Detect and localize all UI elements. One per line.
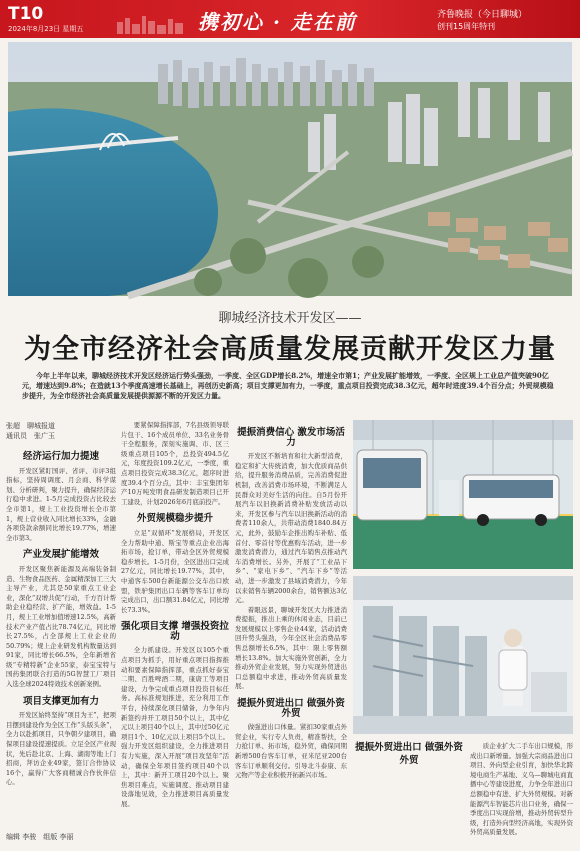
section-heading: 项目支撑更加有力: [22, 695, 99, 707]
section-body: 开发区聚焦新能源及高端装备制造、生物食品医药、金属精深加工三大主导产业，尤其是50家重点工业企业，深化“双增共促”行动，千方百计帮助企业稳经营、扩产能，增效益。1-5月，规上工业增加值增速12.5%，高新技术产业产值占比78.74亿元，同比增长27.5%，占全部规上工业企业的50.79%；规上企业研发机构数量达到91家，同比增长66.5%，全年新增省级“专精特新”企业55家，泰宝宝特与国药集团联合打造的5G智慧工厂项目入选全球2024特效技术创新案例。: [6, 564, 116, 689]
aerial-city-photo: [8, 42, 572, 296]
article-lead: 今年上半年以来，聊城经济技术开发区经济运行势头强劲，一季度、全区GDP增长8.2%，增速全市第1；产业发展扩能增效，一季度、全区规上工业总产值突破90亿元，增速达到9.8%；在造就13个季度高速增长基础上，再创历史新高；项目支撑更加有力，一季度，重点项目投资完成38.3亿元，超年时进度39.4个百分点；外贸规模稳步提升，为全市经济社会高质量发展提供源源不断的开发区力量。: [22, 371, 554, 400]
editor-credits: 编辑 李骏 组版 李丽: [6, 833, 74, 841]
section-heading: 提振消费信心 激发市场活力: [237, 427, 345, 448]
section-body: 立足“双循环”发展格局，开发区全力帮助中通、斯宝等重点企业出海拓市场，抢订单，带动全区外贸规模稳步增长。1-5月份，全区进出口完成27亿元，同比增长19.77%，其中，中通客车500台新能源公交车出口欧盟，铁驴集团出口车辆等客车订单均完成出口，出口额31.84亿元，同比增长73.3%。: [121, 528, 229, 614]
byline: [6, 421, 55, 441]
section-body: 着眼远景，聊城开发区大力推进消费提振，推出上乘的休闲业态，目前已发展规模以上零售企业44家，活动消费回升势头强劲，今年全区社会消费品零售总额增长6.5%，其中：限上零售额增长13.8%。加大实施外贸创新，全力推动外贸企业发展，努力实现外贸进出口总额稳中求进，推动外贸高质量发展。: [235, 605, 347, 691]
newspaper-brand: 齐鲁晚报（今日聊城）: [437, 10, 528, 20]
page-number: T10: [8, 4, 44, 24]
section-heading: 提振外贸进出口 做强外资外贸: [355, 742, 463, 766]
section-heading: 提振外贸进出口 做强外资外贸: [237, 698, 345, 719]
section-body: 质企业扩大二手车出口规模，形成出口新增量。加强大宗商品进出口项目、外向型企业引育，加快华北跨境电商生产基地、义乌—聊城电商直播中心等建设进度，力争全年进出口总额稳中有进、扩大外贸规模。对新能源汽车智能芯片出口业务，确保一季度出口实现倍增，推动外贸转型升级，打造外向型经济高地，实现外资外贸高质量发展。: [470, 742, 573, 837]
laboratory-photo: [353, 576, 573, 734]
article-column-2: [121, 421, 229, 830]
article-column-3: [235, 421, 347, 830]
article-headline: 为全市经济社会高质量发展贡献开发区力量: [24, 334, 556, 365]
section-body: 要紧保障指挥部，7名县级领导联片包干、16个成员单位、33名业务骨干全程服务，深刻实施调、市、区三级重点项目105个，总投资494.5亿元，年度投资109.2亿元，一季度，重点项目投资完成38.3亿元，超序时进度39.4个百分点，其中：丰宝集团年产10万吨发明食品研发制造项目已开工建设，计划2026年6月底前投产。: [121, 421, 229, 506]
anniversary-label: 创刊15周年特刊: [437, 22, 496, 31]
section-body: 开发区不断培育和壮大新型消费，稳定和扩大传统消费，加大优质商品供给，提升服务消费品质，完善消费促进机制，改善消费市场环境，不断满足人民群众对美好生活的向往。自5月份开展汽车以旧换新消费补贴发放活动以来，开发区参与汽车以旧换新活动的消费者110余人，共带动消费1840.84万元，此外，鼓励车企推出购车补贴、低首付、零首付等优惠购车活动，进一步激发消费潜力，通过汽车销售点推动汽车消费增长。另外，开展了“工业品下乡”、“家电下乡”、“汽车下乡”等活动，进一步激发了县域消费潜力，今年以来销售车辆2000余台，销售额达3亿元。: [235, 452, 347, 605]
article-column-4: [470, 742, 573, 837]
byline-reporter: 张超 聊城报道: [6, 422, 55, 430]
section-body: 做强进出口体量。紧扣30家重点外贸企业，实行专人负责，精准帮扶，全力抢订单、拓市场，稳外贸，确保同期新增500台客车订单，亚米尼亚200台客车订单顺利交付。引导北斗泰康、东元物产等企业积极开拓新兴市场。: [235, 723, 347, 780]
article-column-1: [6, 445, 116, 830]
section-body: 开发区紧盯国评、省评、市评3组指标，坚持周调度、月会商、科学谋划、分析研判，聚力提升，确保经济运行稳中求进。1-5月完成投资占比较去全市第1，规上工业投资增长全市第1，规上营业收入同比增长33%，金融各项贷款余额同比增长19.77%，增速全市第3。: [6, 466, 116, 542]
bus-factory-photo: [353, 420, 573, 569]
header-skyline-decoration: [115, 14, 190, 34]
article-kicker: 聊城经济技术开发区——: [218, 311, 362, 326]
section-body: 开发区始终坚持“项目为王”，把项目摆到建设作为全区工作“头版头条”，全力以赴抓项目，只争朝夕建项目，确保项目建设提速提质。立足全区产业现状，先后赴北京、上海、湖南等地上门招商，拜访企业49家，签订合作协议16个，赢得广大客商精诚合作伙伴信心。: [6, 711, 116, 787]
byline-correspondent: 通讯员 张广玉: [6, 432, 55, 440]
issue-date: 2024年8月23日 星期五: [8, 25, 84, 33]
section-heading: 外贸规模稳步提升: [136, 513, 213, 525]
special-slogan: 携初心 · 走在前: [198, 10, 357, 34]
section-heading: 经济运行加力提速: [22, 451, 99, 462]
section-heading: 产业发展扩能增效: [22, 549, 99, 561]
page-header: [0, 0, 580, 38]
section-heading: 强化项目支撑 增强投资拉动: [121, 621, 229, 642]
section-body: 全力抓建设。开发区以105个重点项目为抓手，用好重点项目指挥推动和要素保障指挥部，重点抓好泰宝二期、百胜啤酒二期，康唐工等项目建设，力争完成重点项目投资目标任务。高标准规划推进，充分利用工作平台，持续深化项目储备，力争年内新签约并开工项目50个以上，其中亿元以上项目40个以上，其中过50亿元项目1个、10亿元以上项目5个以上。强力开发区组织建设，全力推进项目有力实施，深入开展“项目攻坚年”活动，确保全年项目签约项目40个以上，其中：新开工项目20个以上。聚焦项目难点，实施调度、推动项目建设落地见效，全力推进项目高质量发展。: [121, 646, 229, 808]
